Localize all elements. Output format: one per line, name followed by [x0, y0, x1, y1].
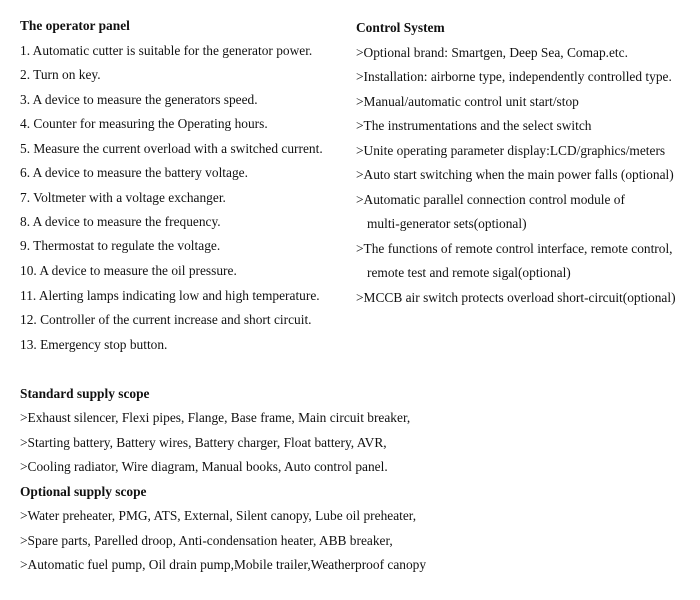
control-system-line: >The functions of remote control interface, remote control, — [356, 241, 673, 256]
operator-panel-item: 5. Measure the current overload with a switched current. — [20, 141, 323, 156]
standard-supply-line: >Exhaust silencer, Flexi pipes, Flange, Base frame, Main circuit breaker, — [20, 410, 411, 425]
operator-panel-item: 10. A device to measure the oil pressure. — [20, 263, 237, 278]
operator-panel-item: 9. Thermostat to regulate the voltage. — [20, 238, 221, 253]
control-system-line: remote test and remote sigal(optional) — [367, 265, 571, 280]
optional-supply-heading: Optional supply scope — [20, 484, 147, 499]
control-system-line: >Auto start switching when the main power falls (optional) — [356, 167, 674, 182]
operator-panel-item: 6. A device to measure the battery voltage. — [20, 165, 248, 180]
operator-panel-item: 2. Turn on key. — [20, 67, 101, 82]
optional-supply-line: >Spare parts, Parelled droop, Anti-condensation heater, ABB breaker, — [20, 533, 393, 548]
control-system-line: >Manual/automatic control unit start/stop — [356, 94, 579, 109]
control-system-line: >Optional brand: Smartgen, Deep Sea, Comap.etc. — [356, 45, 628, 60]
operator-panel-item: 11. Alerting lamps indicating low and high temperature. — [20, 288, 320, 303]
control-system-line: >Unite operating parameter display:LCD/graphics/meters — [356, 143, 666, 158]
optional-supply-line: >Water preheater, PMG, ATS, External, Silent canopy, Lube oil preheater, — [20, 508, 417, 523]
operator-panel-item: 1. Automatic cutter is suitable for the generator power. — [20, 43, 313, 58]
control-system-line: multi-generator sets(optional) — [367, 216, 527, 231]
operator-panel-item: 12. Controller of the current increase and short circuit. — [20, 312, 312, 327]
control-system-line: >Installation: airborne type, independently controlled type. — [356, 69, 672, 84]
optional-supply-line: >Automatic fuel pump, Oil drain pump,Mobile trailer,Weatherproof canopy — [20, 557, 427, 572]
control-system-line: >Automatic parallel connection control module of — [356, 192, 625, 207]
operator-panel-item: 7. Voltmeter with a voltage exchanger. — [20, 190, 226, 205]
standard-supply-line: >Starting battery, Battery wires, Battery charger, Float battery, AVR, — [20, 435, 387, 450]
operator-panel-item: 8. A device to measure the frequency. — [20, 214, 221, 229]
operator-panel-item: 4. Counter for measuring the Operating hours. — [20, 116, 268, 131]
control-system-line: >MCCB air switch protects overload short-circuit(optional) — [356, 290, 676, 305]
operator-panel-item: 13. Emergency stop button. — [20, 337, 168, 352]
operator-panel-item: 3. A device to measure the generators speed. — [20, 92, 258, 107]
control-system-line: >The instrumentations and the select switch — [356, 118, 592, 133]
operator-panel-heading: The operator panel — [20, 18, 130, 33]
control-system-heading: Control System — [356, 20, 445, 35]
standard-supply-heading: Standard supply scope — [20, 386, 150, 401]
standard-supply-line: >Cooling radiator, Wire diagram, Manual books, Auto control panel. — [20, 459, 388, 474]
